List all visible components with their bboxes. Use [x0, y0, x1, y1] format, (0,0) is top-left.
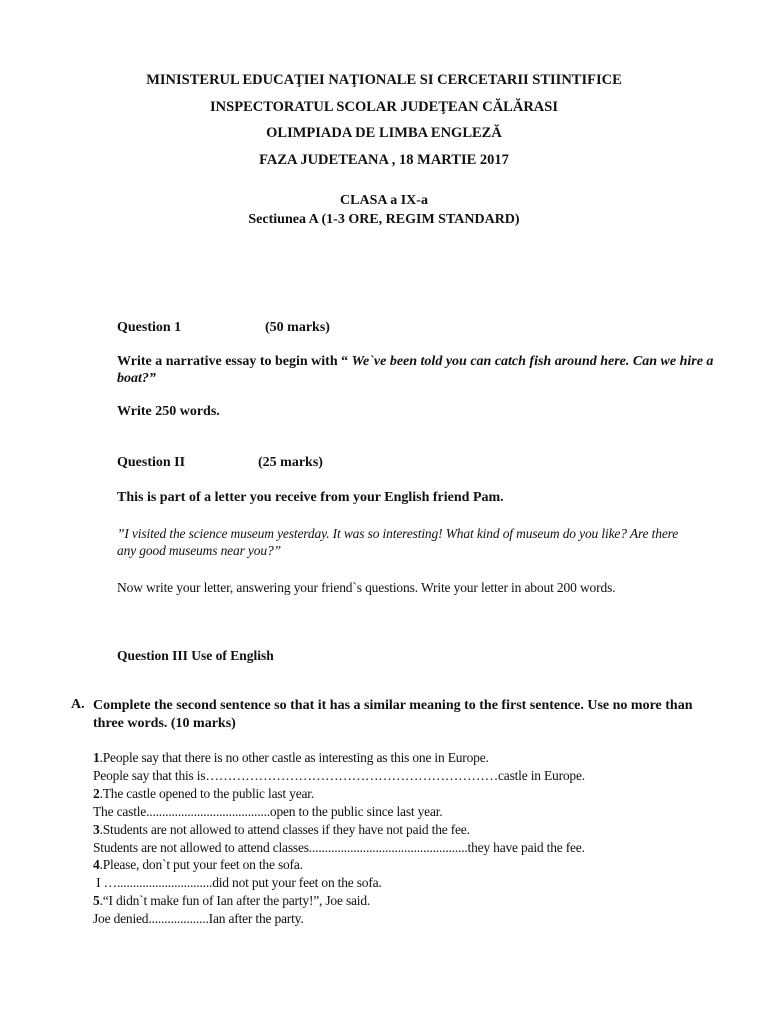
item-2-original-text: .The castle opened to the public last year. — [99, 786, 315, 801]
item-4-rewrite: I …..............................did not put your feet on the sofa. — [93, 875, 382, 890]
item-2-rewrite: The castle.......................................open to the public since last year. — [93, 804, 443, 819]
question1-instruction: Write 250 words. — [117, 404, 220, 419]
item-4-original — [93, 857, 303, 873]
item-2-number: 2 — [93, 786, 100, 801]
item-5-number: 5 — [93, 893, 100, 908]
item-4-number: 4 — [93, 857, 100, 872]
part-a-instruction: Complete the second sentence so that it has a similar meaning to the first sentence. Use no more than three words. (10 marks) — [93, 698, 693, 731]
item-1-original — [93, 750, 489, 766]
question1-marks: (50 marks) — [265, 320, 330, 335]
header-ministry: MINISTERUL EDUCAŢIEI NAŢIONALE SI CERCETARII STIINTIFICE — [146, 72, 622, 88]
question3-heading: Question III Use of English — [117, 648, 274, 663]
question2-instruction: Now write your letter, answering your friend`s questions. Write your letter in about 200 words. — [117, 580, 616, 595]
item-5-original-text: .“I didn`t make fun of Ian after the party!”, Joe said. — [99, 893, 371, 908]
item-2-original — [93, 786, 314, 802]
question2-letter-excerpt: ”I visited the science museum yesterday. It was so interesting! What kind of museum do you like? Are there any good museums near you?” — [117, 526, 679, 558]
question1-prompt-quote: We`ve been told you can catch fish around here. Can we hire a boat?” — [117, 354, 714, 386]
question2-intro: This is part of a letter you receive from your English friend Pam. — [117, 490, 504, 505]
header-phase-date: FAZA JUDETEANA , 18 MARTIE 2017 — [259, 152, 509, 168]
item-3-original-text: .Students are not allowed to attend classes if they have not paid the fee. — [99, 822, 470, 837]
header-section: Sectiunea A (1-3 ORE, REGIM STANDARD) — [248, 212, 520, 227]
item-3-original — [93, 822, 470, 838]
item-1-rewrite: People say that this is…………………………………………………………castle in Europe. — [93, 768, 585, 783]
header-class: CLASA a IX-a — [340, 193, 428, 208]
item-5-rewrite: Joe denied...................Ian after the party. — [93, 911, 304, 926]
item-4-original-text: .Please, don`t put your feet on the sofa. — [99, 857, 303, 872]
question1-heading: Question 1 — [117, 320, 182, 335]
item-1-number: 1 — [93, 750, 100, 765]
item-1-original-text: .People say that there is no other castle as interesting as this one in Europe. — [99, 750, 489, 765]
item-5-original — [93, 893, 370, 909]
part-a-label: A. — [71, 697, 85, 712]
header-olympiad: OLIMPIADA DE LIMBA ENGLEZĂ — [266, 125, 502, 141]
question2-heading: Question II — [117, 455, 186, 470]
item-3-number: 3 — [93, 822, 100, 837]
question1-prompt-lead: Write a narrative essay to begin with “ — [117, 354, 352, 369]
question2-marks: (25 marks) — [258, 455, 323, 470]
item-3-rewrite: Students are not allowed to attend classes..................................................they have paid the fee. — [93, 840, 585, 855]
question1-prompt — [117, 353, 717, 387]
header-inspectorate: INSPECTORATUL SCOLAR JUDEŢEAN CĂLĂRASI — [210, 99, 558, 115]
